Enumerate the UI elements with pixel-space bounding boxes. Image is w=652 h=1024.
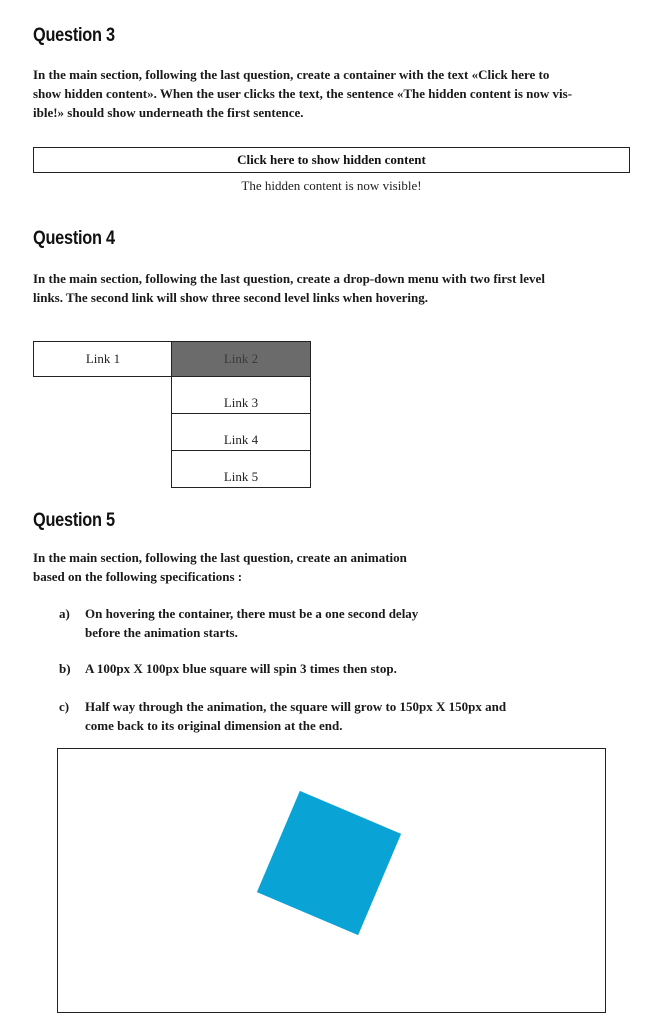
spec-line: On hovering the container, there must be a one second delay: [85, 606, 419, 621]
menu-link-2-hovered[interactable]: Link 2: [171, 341, 311, 377]
question-3-title: Question 3: [33, 25, 115, 46]
spec-line: Half way through the animation, the square will grow to 150px X 150px and: [85, 699, 507, 714]
spec-marker: c): [59, 699, 70, 714]
question-5-instruction-line: In the main section, following the last question, create an animation: [33, 550, 407, 565]
question-3-instructions: [33, 65, 572, 122]
spec-text: [85, 697, 506, 735]
question-3-instruction-line: ible!» should show underneath the first sentence.: [33, 105, 304, 120]
question-5-instructions: [33, 548, 407, 586]
question-4-title: Question 4: [33, 228, 115, 249]
submenu-link-3[interactable]: Link 3: [171, 376, 311, 414]
submenu-link-4[interactable]: Link 4: [171, 413, 311, 451]
question-4-instruction-line: In the main section, following the last question, create a drop-down menu with two first level: [33, 271, 545, 286]
spec-line: before the animation starts.: [85, 625, 238, 640]
question-5-title: Question 5: [33, 510, 115, 531]
show-hidden-content-toggle[interactable]: Click here to show hidden content: [33, 147, 630, 173]
spec-text: [85, 604, 418, 642]
spec-line: A 100px X 100px blue square will spin 3 times then stop.: [85, 661, 397, 676]
spec-marker: a): [59, 606, 70, 621]
question-4-instructions: [33, 269, 545, 307]
submenu-link-5[interactable]: Link 5: [171, 450, 311, 488]
menu-link-1[interactable]: Link 1: [33, 341, 173, 377]
hidden-content-text: The hidden content is now visible!: [241, 178, 422, 193]
spec-marker: b): [59, 661, 71, 676]
question-5-instruction-line: based on the following specifications :: [33, 569, 243, 584]
question-3-instruction-line: show hidden content». When the user clicks the text, the sentence «The hidden content is now vis-: [33, 86, 573, 101]
spec-line: come back to its original dimension at the end.: [85, 718, 343, 733]
question-3-instruction-line: In the main section, following the last question, create a container with the text «Click here to: [33, 67, 550, 82]
spec-text: [85, 659, 397, 678]
question-4-instruction-line: links. The second link will show three second level links when hovering.: [33, 290, 429, 305]
